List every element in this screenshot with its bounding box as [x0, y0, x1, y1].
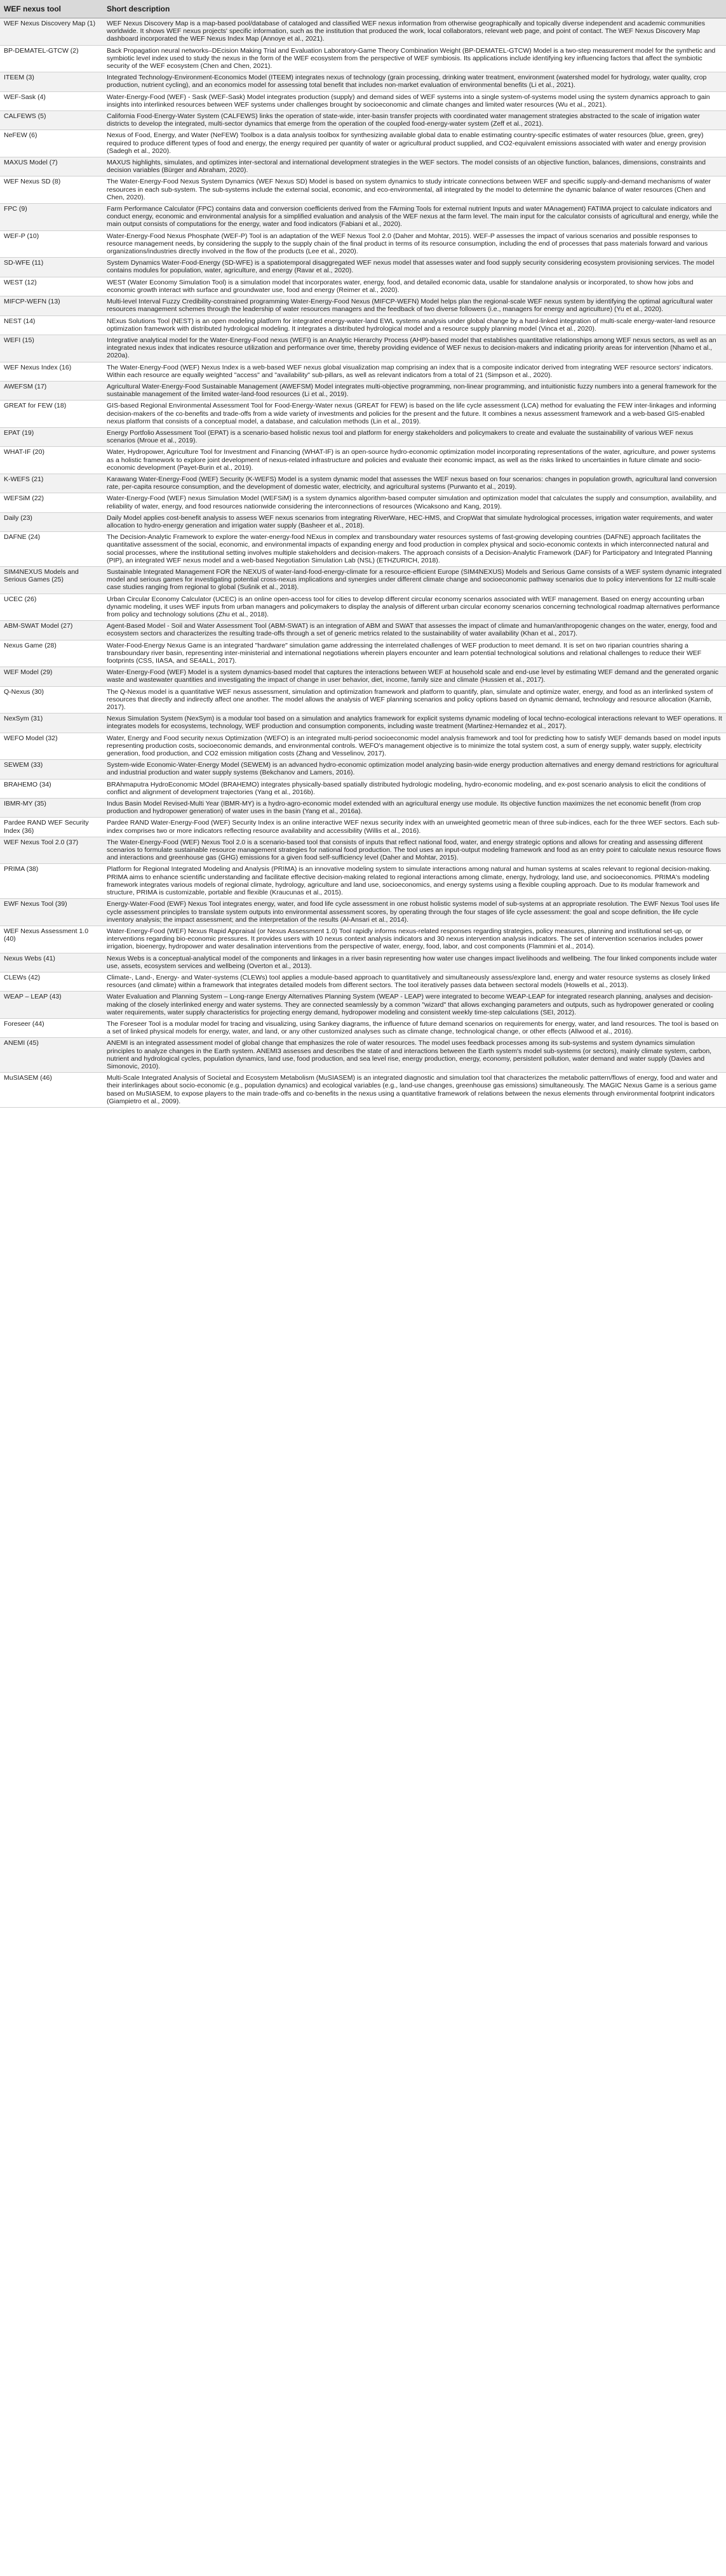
tool-name-cell: PRIMA (38) — [0, 864, 103, 899]
tool-description-cell: Multi-Scale Integrated Analysis of Societal and Ecosystem Metabolism (MuSIASEM) is an integrated diagnostic and simulation tool that characterizes the metabolic pattern/flows of energy, food and water and their interlinkages about socio-economic (e.g., population dynamics) and ecological variables (e.g., land-use changes, greenhouse gas emissions) simultaneously. The MAGIC Nexus Game is a serious game based on MuSIASEM, to expose players to the main trade-offs and co-benefits in the nexus using a quantitative framework of relations between the nexus elements through environmental footprint indicators (Giampietro et al., 2009). — [103, 1073, 726, 1108]
tool-name-cell: SEWEM (33) — [0, 760, 103, 779]
tool-description-cell: ANEMI is an integrated assessment model of global change that emphasizes the role of water resources. The model uses feedback processes among its sub-systems and system dynamics simulation principles to analyze changes in the Earth system. ANEMI3 assesses and describes the state of and interactions between the Earth system's model sub-systems (or sectors), mainly climate system, carbon, nutrient and hydrological cycles, population dynamics, land use, food production, and sea level rise, energy production, energy, economy, persistent pollution, water demand and water supply (Davies and Simonovic, 2010). — [103, 1038, 726, 1073]
tool-name-cell: DAFNE (24) — [0, 532, 103, 567]
tool-name-cell: K-WEFS (21) — [0, 474, 103, 493]
table-row — [0, 972, 726, 991]
table-row — [0, 566, 726, 594]
table-row — [0, 447, 726, 474]
tool-name-cell: BP-DEMATEL-GTCW (2) — [0, 45, 103, 72]
tool-name-cell: MuSIASEM (46) — [0, 1073, 103, 1108]
tool-description-cell: Climate-, Land-, Energy- and Water-systems (CLEWs) tool applies a module-based approach to quantitatively and simultaneously assess/explore land, energy and water resource systems as closely linked resources (and climate) within a framework that integrates detailed models from different sectors. The tool iteratively passes data between sectoral models (Howells et al., 2013). — [103, 972, 726, 991]
tool-name-cell: WEFI (15) — [0, 335, 103, 362]
tool-name-cell: Foreseer (44) — [0, 1018, 103, 1037]
tool-name-cell: WEFSiM (22) — [0, 493, 103, 512]
table-row — [0, 230, 726, 258]
table-row — [0, 714, 726, 733]
table-row — [0, 362, 726, 381]
tool-description-cell: GIS-based Regional Environmental Assessment Tool for Food-Energy-Water nexus (GREAT for FEW) is based on the life cycle assessment (LCA) method for evaluating the FEW inter-linkages and informing decision-makers of the co-benefits and trade-offs from a wide variety of investments and policies for the present and the future. It combines a nexus assessment framework and a web-based GIS-enabled nexus platform that consists of a conceptual model, a database, and calculation methods (Lin et al., 2019). — [103, 401, 726, 428]
tool-name-cell: UCEC (26) — [0, 594, 103, 621]
tool-description-cell: The Water-Energy-Food (WEF) Nexus Tool 2.0 is a scenario-based tool that consists of inputs that reflect national food, water, and energy strategic options and allows for creating and assessing different scenarios to formulate sustainable resource management strategies for national food production. The tool uses an input-output modeling framework and food as an entry point to calculate nexus resource flows and interactions and greenhouse gas (GHG) emissions for a given food self-sufficiency level (Daher and Mohtar, 2015). — [103, 837, 726, 864]
tool-name-cell: ITEEM (3) — [0, 72, 103, 91]
tool-description-cell: Farm Performance Calculator (FPC) contains data and conversion coefficients derived from the FArming Tools for external nutrient Inputs and water MAnagement) FATIMA project to calculate indicators and conduct energy, economic and environmental analysis for a simplified evaluation and analysis of the WEF nexus at the farm level. The main input for the calculator consists of agricultural and energy, while the main output consists of computations for the energy, water and food indicators (Fabiani et al., 2020). — [103, 204, 726, 231]
table-row — [0, 1018, 726, 1037]
tool-name-cell: ANEMI (45) — [0, 1038, 103, 1073]
table-row — [0, 686, 726, 714]
table-row — [0, 258, 726, 277]
table-row — [0, 594, 726, 621]
tool-description-cell: BRAhmaputra HydroEconomic MOdel (BRAHEMO) integrates physically-based spatially distributed hydrologic modeling, hydro-economic modeling, and ex-post scenario analysis to elicit the conditions of conflict and alignment of development trajectories (Yang et al., 2016b). — [103, 779, 726, 798]
tool-name-cell: SIM4NEXUS Models and Serious Games (25) — [0, 566, 103, 594]
column-header-tool: WEF nexus tool — [0, 0, 103, 18]
tool-name-cell: WEF Nexus Discovery Map (1) — [0, 18, 103, 46]
tool-name-cell: WEF Model (29) — [0, 667, 103, 686]
tool-description-cell: Water-Energy-Food (WEF) nexus Simulation Model (WEFSiM) is a system dynamics algorithm-based computer simulation and optimization model that calculates the supply and consumption, availability, and reliability of water, energy, and food resources nationwide considering the interconnections of resources (Wicaksono and Kang, 2019). — [103, 493, 726, 512]
tool-description-cell: Multi-level Interval Fuzzy Credibility-constrained programming Water-Energy-Food Nexus (MIFCP-WEFN) Model helps plan the regional-scale WEF nexus system by identifying the optimal agricultural water resources management schemes through the leadership of water resources managers and the feedback of two diverse followers (i.e., managers for energy and agriculture) (Yu et al., 2020). — [103, 296, 726, 315]
tool-description-cell: Back Propagation neural networks–DEcision Making Trial and Evaluation Laboratory-Game Theory Combination Weight (BP-DEMATEL-GTCW) Model is a two-step measurement model for the synthetic and symbiotic level index used to study the nexus in the form of the WEF ecosystem from the perspective of WEF symbiosis. Its applications include identifying key influencing factors that affect the symbiotic security of the WEF ecosystem (Chen and Chen, 2021). — [103, 45, 726, 72]
table-row — [0, 18, 726, 46]
tool-description-cell: Water, Energy and Food security nexus Optimization (WEFO) is an integrated multi-period socioeconomic model analysis framework and tool for predicting how to satisfy WEF demands based on model inputs representing production costs, socioeconomic demands, and environmental controls. WEFO's management objective is to minimize the total system cost, a sum of energy supply, water supply, electricity generation, food production, and CO2 emission mitigation costs (Zhang and Vesselinov, 2017). — [103, 733, 726, 760]
tool-name-cell: MIFCP-WEFN (13) — [0, 296, 103, 315]
tool-name-cell: Q-Nexus (30) — [0, 686, 103, 714]
tool-name-cell: MAXUS Model (7) — [0, 157, 103, 176]
table-row — [0, 296, 726, 315]
table-row — [0, 493, 726, 512]
table-row — [0, 315, 726, 335]
tool-name-cell: Daily (23) — [0, 512, 103, 531]
column-header-description: Short description — [103, 0, 726, 18]
table-row — [0, 130, 726, 157]
tool-description-cell: NExus Solutions Tool (NEST) is an open modeling platform for integrated energy-water-land EWL systems analysis under global change by a hard-linked integration of multi-scale energy-water-land resource optimization framework with distributed hydrological modeling. It integrates a distributed hydrological model and a resource supply planning model (Vinca et al., 2020). — [103, 315, 726, 335]
tool-name-cell: IBMR-MY (35) — [0, 799, 103, 818]
table-row — [0, 760, 726, 779]
tool-name-cell: NexSym (31) — [0, 714, 103, 733]
tool-description-cell: The Foreseer Tool is a modular model for tracing and visualizing, using Sankey diagrams, the influence of future demand scenarios on requirements for energy, water, and land resources. The tool is based on a set of linked physical models for energy, water, and land, or any other customized analyses such as climate change, technological change, or other effects (Allwood et al., 2016). — [103, 1018, 726, 1037]
tool-description-cell: Nexus Webs is a conceptual-analytical model of the components and linkages in a river basin representing how water use changes impact livelihoods and wellbeing. The four linked components include water use, assets, ecosystem services and wellbeing (Overton et al., 2013). — [103, 953, 726, 972]
tool-name-cell: NeFEW (6) — [0, 130, 103, 157]
tool-description-cell: System Dynamics Water-Food-Energy (SD-WFE) is a spatiotemporal disaggregated WEF nexus model that assesses water and food supply security considering ecosystem provisioning services. The model contains modules for population, water, agriculture, and energy (Ravar et al., 2020). — [103, 258, 726, 277]
tool-description-cell: WEF Nexus Discovery Map is a map-based pool/database of cataloged and classified WEF nexus information from otherwise geographically and topically diverse independent and academic communities worldwide. It shows WEF nexus projects' specific information, such as the institution that produced the work, local collaborators, relevant web page, and point of contact. The WEF Nexus Discovery Map dashboard incorporated the WEF Nexus Index Map (Annoye et al., 2021). — [103, 18, 726, 46]
table-row — [0, 667, 726, 686]
table-row — [0, 111, 726, 130]
tool-description-cell: Agricultural Water-Energy-Food Sustainable Management (AWEFSM) Model integrates multi-objective programming, non-linear programming, and intuitionistic fuzzy numbers into a general framework for the sustainable management of the limited water-land-food resources (Li et al., 2019). — [103, 381, 726, 400]
table-row — [0, 953, 726, 972]
tool-name-cell: FPC (9) — [0, 204, 103, 231]
tool-description-cell: WEST (Water Economy Simulation Tool) is a simulation model that incorporates water, energy, food, and detailed economic data, usable for standalone analysis or incorporated, to show how jobs and economic growth interact with surface and groundwater use, food and energy (Reimer et al., 2020). — [103, 277, 726, 296]
tool-description-cell: The Decision-Analytic Framework to explore the water-energy-food NExus in complex and transboundary water resources systems of fast-growing developing countries (DAFNE) approach facilitates the quantitative assessment of the social, economic, and environmental impacts of expanding energy and food production in complex physical and socio-economic contexts in which interconnected natural and social processes, where the institutional setting involves multiple stakeholders and decision-makers. The approach consists of a Decision-Analytic Framework (DAF) for Participatory and Integrated Planning (PIP), an integrated WEF nexus model and a web-based Negotiation Simulation Lab (NSL) (ETHZURICH, 2018). — [103, 532, 726, 567]
tool-description-cell: Nexus Simulation System (NexSym) is a modular tool based on a simulation and analytics framework for explicit systems dynamic modeling of local techno-ecological interactions relevant to WEF operations. It integrates models for ecosystems, technology, WEF production and consumption components, including waste treatment (Martinez-Hernandez et al., 2017). — [103, 714, 726, 733]
table-row — [0, 401, 726, 428]
table-row — [0, 335, 726, 362]
tool-name-cell: BRAHEMO (34) — [0, 779, 103, 798]
tool-description-cell: Agent-Based Model - Soil and Water Assessment Tool (ABM-SWAT) is an integration of ABM and SWAT that assesses the impact of climate and human/anthropogenic changes on the water, energy, food and ecosystem sectors and characterizes the resulting trade-offs through a set of generic metrics related to the sustainability of water availability (Khan et al., 2017). — [103, 621, 726, 640]
tool-name-cell: Nexus Webs (41) — [0, 953, 103, 972]
table-row — [0, 640, 726, 667]
table-row — [0, 818, 726, 837]
table-row — [0, 1038, 726, 1073]
tool-name-cell: WEFO Model (32) — [0, 733, 103, 760]
tool-description-cell: Indus Basin Model Revised-Multi Year (IBMR-MY) is a hydro-agro-economic model extended with an agricultural energy use module. Its objective function maximizes the net economic benefit (from crop production and hydropower generation) of water uses in the basin (Yang et al., 2016a). — [103, 799, 726, 818]
table-row — [0, 779, 726, 798]
tool-name-cell: WHAT-IF (20) — [0, 447, 103, 474]
table-row — [0, 381, 726, 400]
table-row — [0, 512, 726, 531]
table-row — [0, 799, 726, 818]
tool-name-cell: WEF Nexus SD (8) — [0, 176, 103, 204]
tool-name-cell: ABM-SWAT Model (27) — [0, 621, 103, 640]
tool-description-cell: Urban Circular Economy Calculator (UCEC) is an online open-access tool for cities to develop different circular economy scenarios associated with WEF management. Based on energy accounting urban dynamic modeling, it uses WEF inputs from urban managers and policymakers to display the analysis of different urban circular economy scenarios concerning technological roadmap alternatives performance from policy and technology solutions (Zhu et al., 2018). — [103, 594, 726, 621]
table-row — [0, 427, 726, 446]
tool-name-cell: CLEWs (42) — [0, 972, 103, 991]
tool-name-cell: SD-WFE (11) — [0, 258, 103, 277]
tool-description-cell: California Food-Energy-Water System (CALFEWS) links the operation of state-wide, inter-basin transfer projects with coordinated water management strategies abstracted to the scale of irrigation water districts to develop the integrated, multi-sector dynamics that emerge from the operation of the coupled food-energy-water system (Zeff et al., 2021). — [103, 111, 726, 130]
table-row — [0, 157, 726, 176]
tool-description-cell: Energy-Water-Food (EWF) Nexus Tool integrates energy, water, and food life cycle assessment in one robust holistic systems model of sub-systems at an appropriate resolution. The EWF Nexus Tool uses life cycle assessment principles to translate system outputs into environmental assessment scores, by operating through the four stages of life cycle assessment: the goal and scope definition, the life cycle inventory analysis; the impact assessment; and the interpretation of the results (Al-Ansari et al., 2014). — [103, 899, 726, 926]
tool-description-cell: Water-Energy-Food (WEF) Model is a system dynamics-based model that captures the interactions between WEF at household scale and end-use level by estimating WEF demand and the generated organic waste and wastewater quantities and investigating the impact of change in user behavior, diet, income, family size and climate (Hussien et al., 2017). — [103, 667, 726, 686]
tool-description-cell: Nexus of Food, Energy, and Water (NeFEW) Toolbox is a data analysis toolbox for synthesizing available global data to enable estimating country-specific estimates of water resources (blue, green, grey) required to produce different types of food and energy, the energy required per quantity of water or agricultural product supplied, and CO2-equivalent emissions associated with water and energy provision (Sadegh et al., 2020). — [103, 130, 726, 157]
tool-description-cell: Sustainable Integrated Management FOR the NEXUS of water-land-food-energy-climate for a resource-efficient Europe (SIM4NEXUS) Models and Serious Game consists of a WEF system dynamic integrated model and serious games for investigating potential cross-nexus implications and synergies under different climate change and socioeconomic pathway scenarios due to policy interventions for 12 multi-scale case studies ranging from regional to global (Sušnik et al., 2018). — [103, 566, 726, 594]
tool-description-cell: Water-Energy-Food (WEF) Nexus Rapid Appraisal (or Nexus Assessment 1.0) Tool rapidly informs nexus-related responses regarding strategies, policy measures, planning and institutional set-up, or interventions regarding bio-economic pressures. It provides users with 10 nexus context analysis indicators and 30 nexus intervention analysis indicators. The set of intervention scenarios includes power irrigation, bioenergy, hydropower and water desalination interventions from the perspective of water, energy, food, labor, and cost components (Flammini et al., 2014). — [103, 926, 726, 953]
tool-description-cell: The Water-Energy-Food Nexus System Dynamics (WEF Nexus SD) Model is based on system dynamics to study intricate connections between WEF and specific supply-and-demand mechanisms of water resources in each sub-system. The sub-systems include the external social, economic, and eco-environmental, all integrated by the model to determine the dynamic balance of water resources (Chen and Chen, 2020). — [103, 176, 726, 204]
tool-name-cell: GREAT for FEW (18) — [0, 401, 103, 428]
tool-name-cell: WEF-P (10) — [0, 230, 103, 258]
table-row — [0, 837, 726, 864]
table-row — [0, 1073, 726, 1108]
table-row — [0, 621, 726, 640]
table-row — [0, 899, 726, 926]
table-row — [0, 204, 726, 231]
tool-description-cell: Integrative analytical model for the Water-Energy-Food nexus (WEFI) is an Analytic Hierarchy Process (AHP)-based model that establishes quantitative relationships among WEF nexus sectors, as well as an integrated nexus index that indicates resource utilization and performance over time, thereby providing evidence of WEF nexus to decision-makers and indicating priority areas for intervention (Nhamo et al., 2020a). — [103, 335, 726, 362]
table-row — [0, 733, 726, 760]
tool-description-cell: System-wide Economic-Water-Energy Model (SEWEM) is an advanced hydro-economic optimization model analyzing basin-wide energy production alternatives and energy demand restrictions for agricultural and industrial production and water supply systems (Bekchanov and Lamers, 2016). — [103, 760, 726, 779]
table-row — [0, 91, 726, 110]
tool-name-cell: WEF-Sask (4) — [0, 91, 103, 110]
tool-name-cell: WEAP – LEAP (43) — [0, 992, 103, 1019]
table-header-row — [0, 0, 726, 18]
tool-name-cell: WEF Nexus Index (16) — [0, 362, 103, 381]
table-row — [0, 176, 726, 204]
tool-name-cell: Pardee RAND WEF Security Index (36) — [0, 818, 103, 837]
tool-name-cell: NEST (14) — [0, 315, 103, 335]
table-row — [0, 45, 726, 72]
tool-description-cell: Water, Hydropower, Agriculture Tool for Investment and Financing (WHAT-IF) is an open-source hydro-economic optimization model incorporating representations of the water, agriculture, and power systems as a holistic framework to explore joint development of nexus-related infrastructure and policies and evaluate their economic impact, as well as the risks linked to uncertainties in future climate and socio-economic development (Payet-Burin et al., 2019). — [103, 447, 726, 474]
tool-description-cell: Energy Portfolio Assessment Tool (EPAT) is a scenario-based holistic nexus tool and platform for energy stakeholders and policymakers to create and evaluate the sustainability of various WEF nexus scenarios (Mroue et al., 2019). — [103, 427, 726, 446]
tool-description-cell: Pardee RAND Water-Energy-Food (WEF) Security Index is an online interactive WEF nexus security index with an unweighted geometric mean of three sub-indices, each for the three WEF sectors. Each sub-index comprises two or more indicators reflecting resource availability and accessibility (Willis et al., 2016). — [103, 818, 726, 837]
table-row — [0, 926, 726, 953]
tool-description-cell: Water Evaluation and Planning System – Long-range Energy Alternatives Planning System (WEAP - LEAP) were integrated to become WEAP-LEAP for integrated research planning, analyses and decision-making of the closely interlinked energy and water systems. They are connected seamlessly by a common "wizard" that allows exchanging parameters and outputs, such as hydropower generated or cooling water requirements, water supply characteristics for projecting energy demand, hydropower modeling and consistent weekly time-step calculations (SEI, 2012). — [103, 992, 726, 1019]
table-row — [0, 72, 726, 91]
tool-name-cell: WEF Nexus Assessment 1.0 (40) — [0, 926, 103, 953]
tool-name-cell: Nexus Game (28) — [0, 640, 103, 667]
tool-description-cell: Water-Food-Energy Nexus Game is an integrated "hardware" simulation game addressing the interrelated challenges of WEF production to meet demand. It is set on two riparian countries sharing a transboundary river basin, representing inter-ministerial and international negotiations wherein players encounter and learn potential technological solutions and relational challenges to reduce their WEF footprints (CSS, IIASA, and SE4ALL, 2017). — [103, 640, 726, 667]
tool-description-cell: Platform for Regional Integrated Modeling and Analysis (PRIMA) is an innovative modeling system to simulate interactions among natural and human systems at scales relevant to regional decision-making. PRIMA aims to enhance scientific understanding and facilitate effective decision-making related to regional interactions among climate, energy, hydrology, land use, and socioeconomics. PRIMA's modeling framework integrates various models of regional climate, hydrology, agriculture and land use, socioeconomics, and energy systems using a flexible coupling approach. Due to its modular framework and structure, PRIMA is customizable, portable and flexible (Kraucunas et al., 2015). — [103, 864, 726, 899]
tool-description-cell: The Water-Energy-Food (WEF) Nexus Index is a web-based WEF nexus global visualization map comprising an index that is a composite indicator derived from integrating WEF resource sectors' indicators. Within each resource are equally weighted "access" and "availability" sub-pillars, as well as relevant indicators from a total of 21 (Simpson et al., 2020). — [103, 362, 726, 381]
tool-name-cell: CALFEWS (5) — [0, 111, 103, 130]
tool-description-cell: Karawang Water-Energy-Food (WEF) Security (K-WEFS) Model is a system dynamic model that assesses the WEF nexus based on four scenarios: changes in population growth, agricultural land conversion rate, per-capita resource consumption, and the development of domestic water, electricity, and agricultural systems (Purwanto et al., 2019). — [103, 474, 726, 493]
table-body — [0, 18, 726, 1108]
tool-description-cell: Water-Energy-Food Nexus Phosphate (WEF-P) Tool is an adaptation of the WEF Nexus Tool 2.0 (Daher and Mohtar, 2015). WEF-P assesses the impact of various scenarios and possible responses to resource management needs, by considering the supply to the supply chain of the final product in terms of its resource consumption, including the end of processes that pass materials forward and various organizations/industries directly involved in the flow of the products (Lee et al., 2020). — [103, 230, 726, 258]
tool-name-cell: WEF Nexus Tool 2.0 (37) — [0, 837, 103, 864]
tool-description-cell: Daily Model applies cost-benefit analysis to assess WEF nexus scenarios from integrating RiverWare, HEC-HMS, and CropWat that simulate hydrological processes, irrigation water requirements, and water allocation to hydro-energy generation and irrigation water supply (Basheer et al., 2018). — [103, 512, 726, 531]
tool-name-cell: AWEFSM (17) — [0, 381, 103, 400]
table-row — [0, 474, 726, 493]
tool-description-cell: The Q-Nexus model is a quantitative WEF nexus assessment, simulation and optimization framework and platform to quantify, plan, simulate and optimize water, energy, and food as an interlinked system of resources that directly and indirectly affect one another. The model allows the analysis of WEF planning scenarios and policy options based on dynamic demand, technology and resource allocation (Karnib, 2017). — [103, 686, 726, 714]
tool-description-cell: Integrated Technology-Environment-Economics Model (ITEEM) integrates nexus of technology (grain processing, drinking water treatment, environment (watershed model for hydrology, water quality, crop production, nutrient cycling), and an economics model for assessing total benefit that includes non-market evaluation of environmental benefits (Li et al., 2021). — [103, 72, 726, 91]
table-row — [0, 864, 726, 899]
table-row — [0, 532, 726, 567]
tool-name-cell: WEST (12) — [0, 277, 103, 296]
tool-description-cell: Water-Energy-Food (WEF) - Sask (WEF-Sask) Model integrates production (supply) and demand sides of WEF systems into a single system-of-systems model using the system dynamics approach to gain insights into interlinked resources between WEF systems under challenges brought by socioeconomic and climate changes and limited water resources (Wu et al., 2021). — [103, 91, 726, 110]
wef-tools-table — [0, 0, 726, 1108]
tool-name-cell: EWF Nexus Tool (39) — [0, 899, 103, 926]
table-row — [0, 277, 726, 296]
tool-description-cell: MAXUS highlights, simulates, and optimizes inter-sectoral and international development strategies in the WEF sectors. The model consists of an objective function, balances, dimensions, constraints and decision variables (Bürger and Abraham, 2020). — [103, 157, 726, 176]
tool-name-cell: EPAT (19) — [0, 427, 103, 446]
table-row — [0, 992, 726, 1019]
